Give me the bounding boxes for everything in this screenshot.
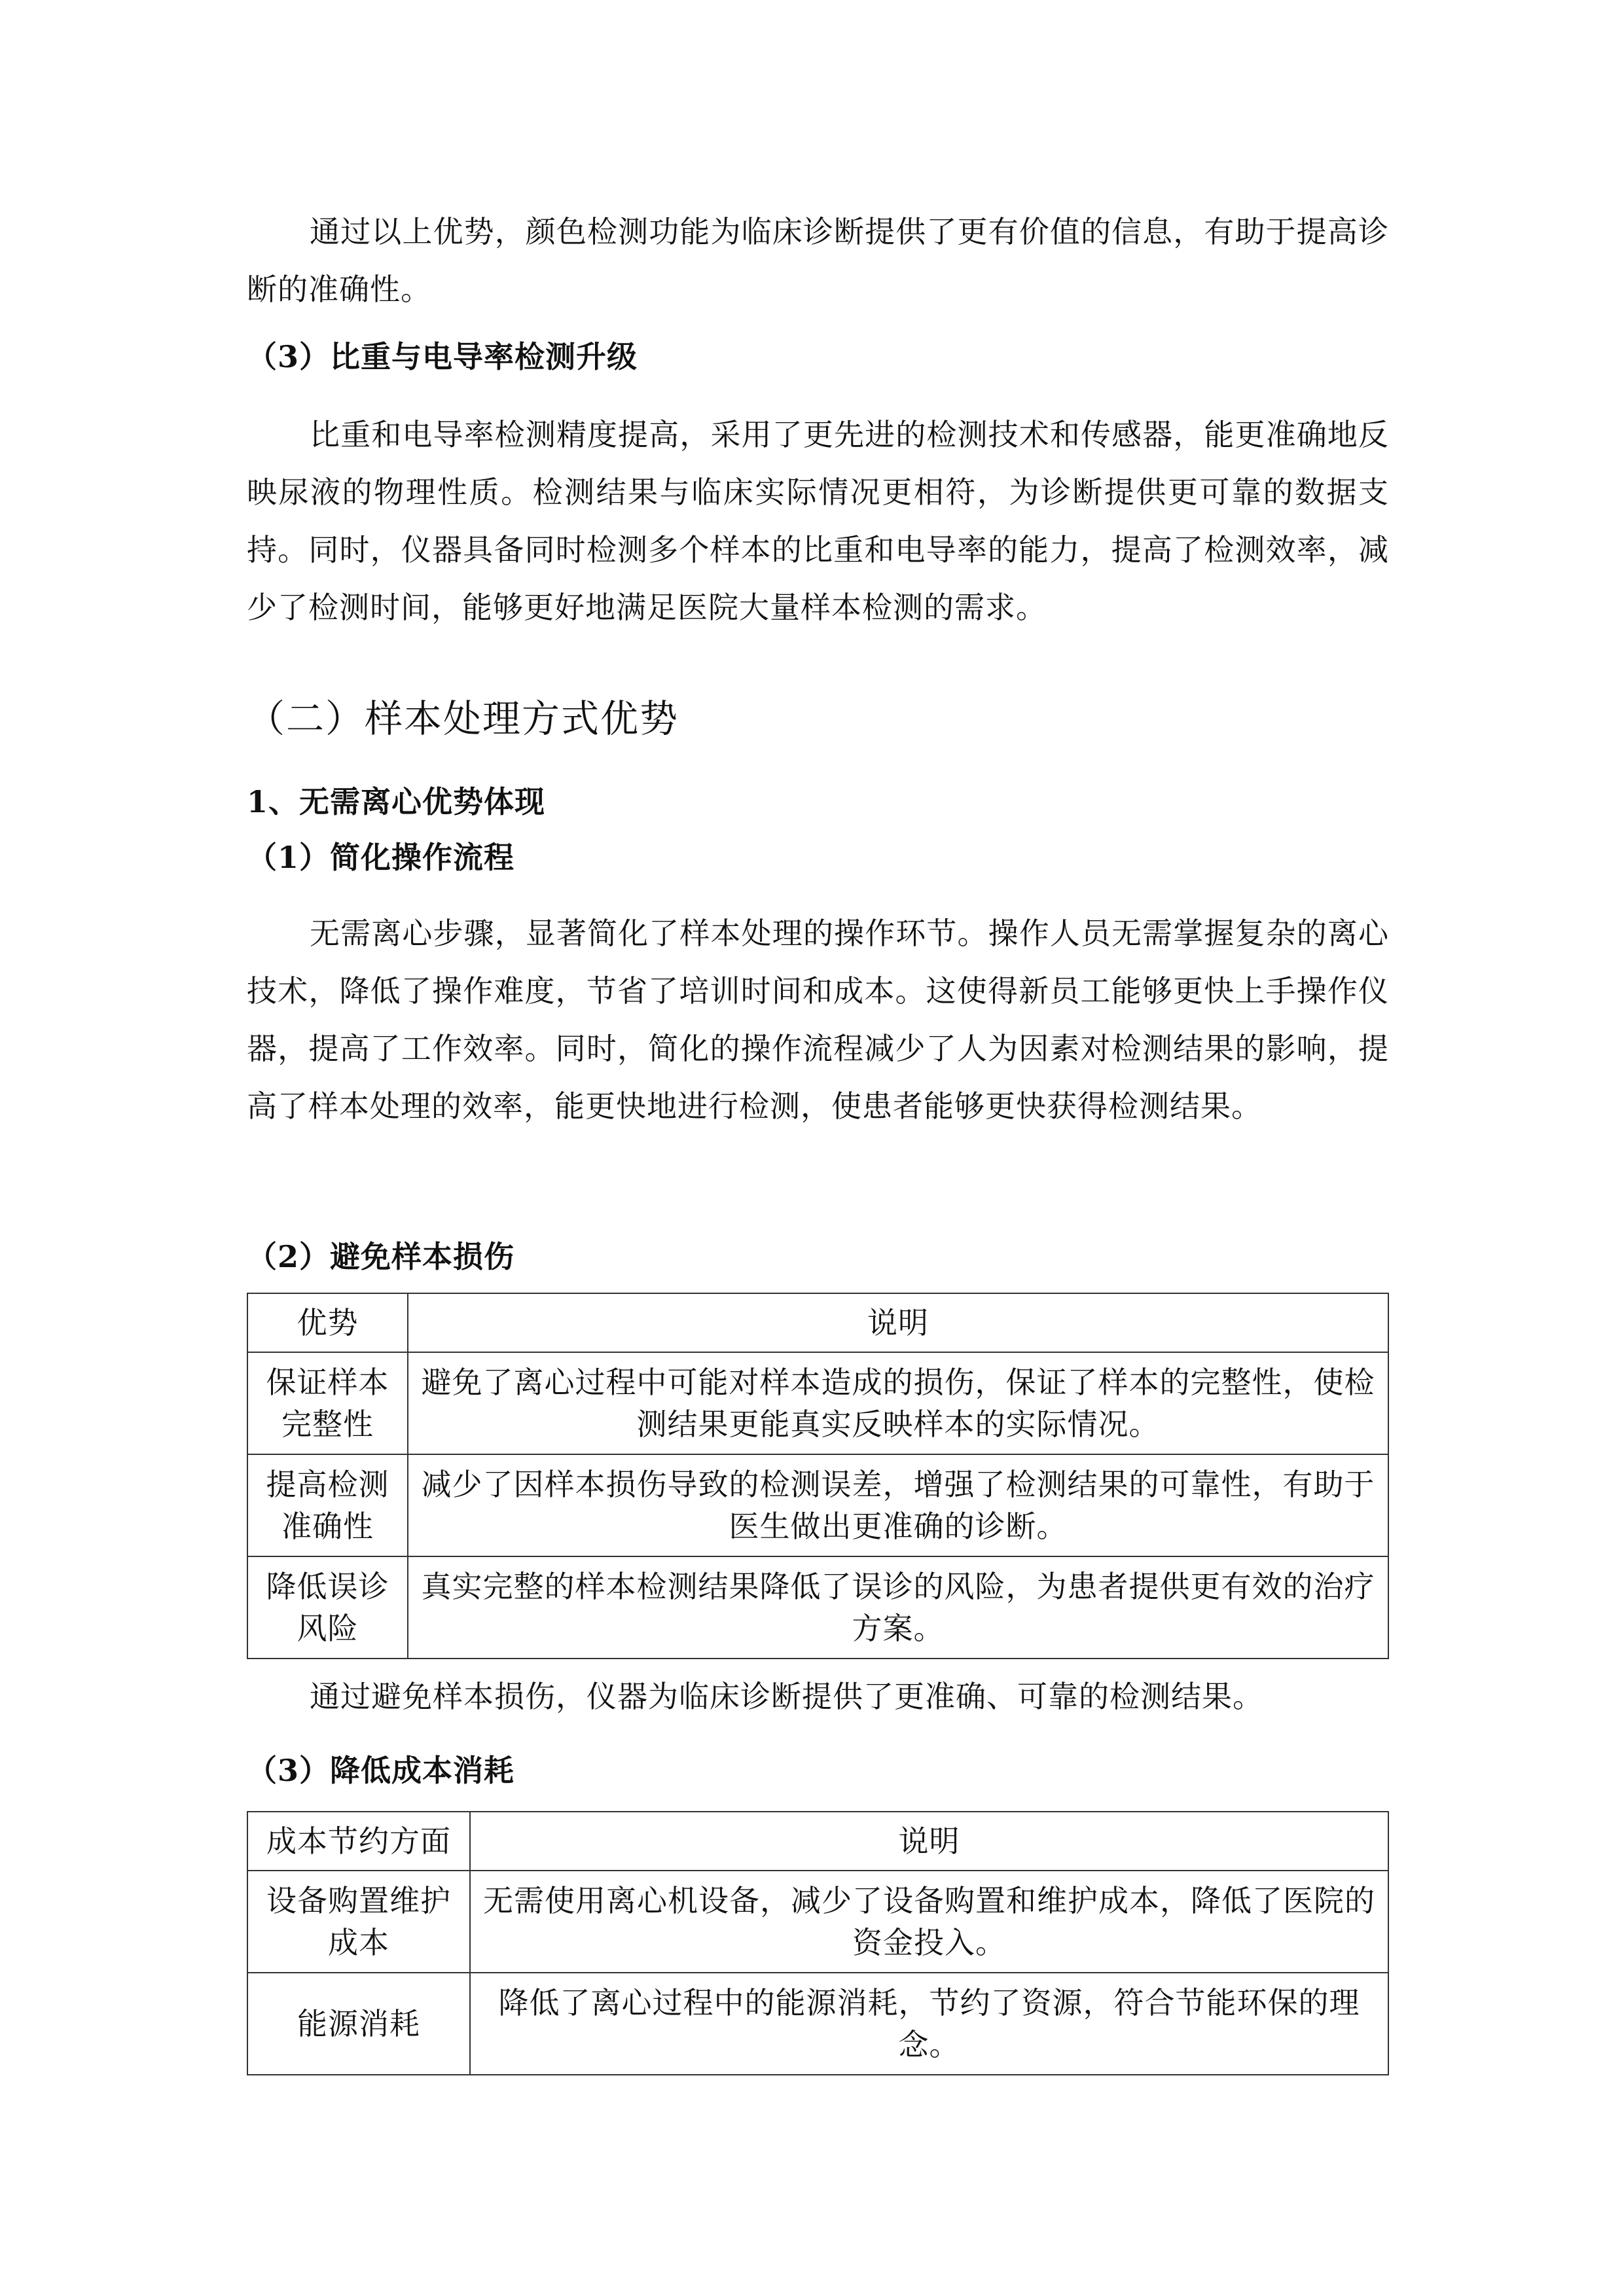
table-row: [247, 1871, 1388, 1973]
heading-avoid-damage: （2）避免样本损伤: [247, 1239, 515, 1274]
intro-paragraph: 通过以上优势，颜色检测功能为临床诊断提供了更有价值的信息，有助于提高诊断的准确性。: [247, 214, 1389, 307]
table-header-cell: 说明: [408, 1293, 1388, 1352]
heading-reduce-cost: （3）降低成本消耗: [247, 1753, 515, 1788]
table-cell-description: 避免了离心过程中可能对样本造成的损伤，保证了样本的完整性，使检测结果更能真实反映样本的实际情况。: [408, 1352, 1388, 1454]
table-header-cell: 说明: [470, 1812, 1388, 1871]
table-cell-description: 减少了因样本损伤导致的检测误差，增强了检测结果的可靠性，有助于医生做出更准确的诊断。: [408, 1454, 1388, 1556]
table-cell-description: 无需使用离心机设备，减少了设备购置和维护成本，降低了医院的资金投入。: [470, 1871, 1388, 1973]
damage-summary-paragraph: 通过避免样本损伤，仪器为临床诊断提供了更准确、可靠的检测结果。: [310, 1679, 1263, 1714]
gravity-paragraph: 比重和电导率检测精度提高，采用了更先进的检测技术和传感器，能更准确地反映尿液的物理性质。检测结果与临床实际情况更相符，为诊断提供更可靠的数据支持。同时，仪器具备同时检测多个样本的比重和电导率的能力，提高了检测效率，减少了检测时间，能够更好地满足医院大量样本检测的需求。: [247, 417, 1389, 625]
heading-gravity-conductivity: （3）比重与电导率检测升级: [247, 339, 638, 374]
table-cell-aspect: 设备购置维护成本: [247, 1871, 470, 1973]
advantages-table: [247, 1293, 1389, 1659]
table-row: [247, 1556, 1388, 1659]
table-header-cell: 优势: [247, 1293, 408, 1352]
table-header-cell: 成本节约方面: [247, 1812, 470, 1871]
table-cell-advantage: 提高检测准确性: [247, 1454, 408, 1556]
table-row: [247, 1973, 1388, 2075]
subsection-no-centrifuge: 1、无需离心优势体现: [247, 784, 546, 819]
table-cell-description: 真实完整的样本检测结果降低了误诊的风险，为患者提供更有效的治疗方案。: [408, 1556, 1388, 1659]
table-row: [247, 1352, 1388, 1454]
table-cell-description: 降低了离心过程中的能源消耗，节约了资源，符合节能环保的理念。: [470, 1973, 1388, 2075]
table-cell-advantage: 保证样本完整性: [247, 1352, 408, 1454]
table-header-row: [247, 1812, 1388, 1871]
simplify-paragraph: 无需离心步骤，显著简化了样本处理的操作环节。操作人员无需掌握复杂的离心技术，降低了操作难度，节省了培训时间和成本。这使得新员工能够更快上手操作仪器，提高了工作效率。同时，简化的操作流程减少了人为因素对检测结果的影响，提高了样本处理的效率，能更快地进行检测，使患者能够更快获得检测结果。: [247, 916, 1389, 1124]
cost-savings-table: [247, 1811, 1389, 2075]
table-cell-aspect: 能源消耗: [247, 1973, 470, 2075]
table-header-row: [247, 1293, 1388, 1352]
section-title: （二）样本处理方式优势: [247, 696, 679, 741]
table-row: [247, 1454, 1388, 1556]
table-cell-advantage: 降低误诊风险: [247, 1556, 408, 1659]
heading-simplify-operation: （1）简化操作流程: [247, 840, 515, 875]
